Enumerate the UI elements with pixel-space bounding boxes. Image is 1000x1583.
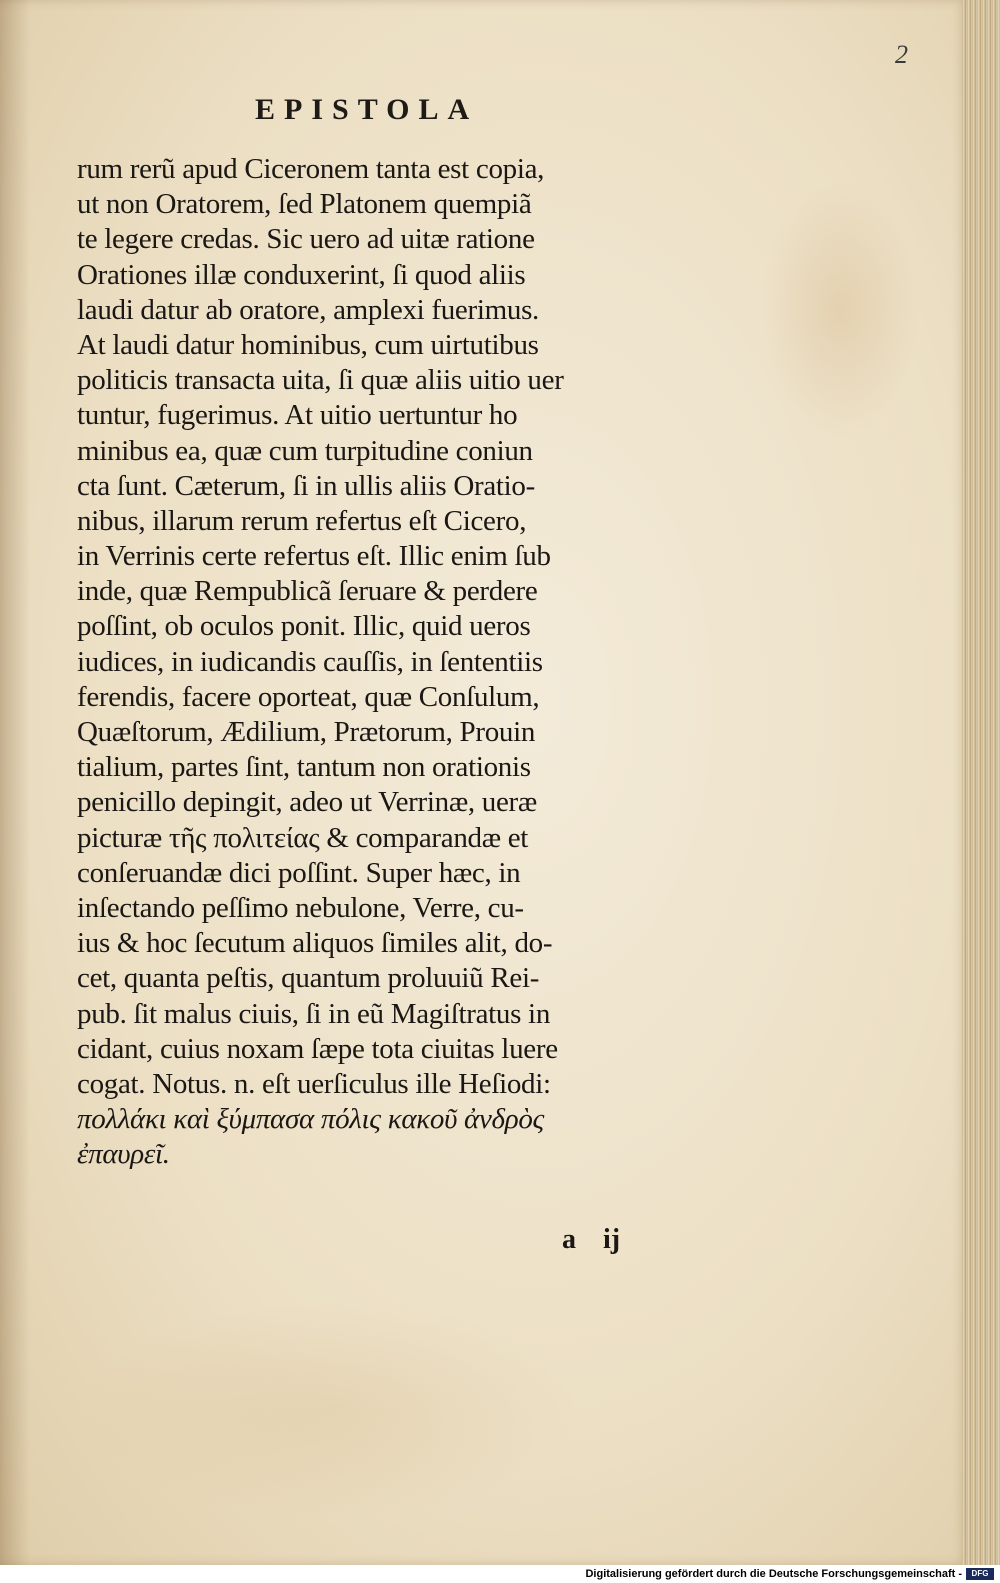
paper-stain	[760, 180, 920, 440]
text-line: Quæſtorum, Ædilium, Prætorum, Prouin	[77, 716, 536, 748]
greek-quote-line: ἐπαυρεῖ.	[77, 1138, 170, 1171]
text-line: minibus ea, quæ cum turpitudine coniun	[77, 434, 533, 467]
text-line: nibus, illarum rerum refertus eſt Cicero,	[77, 504, 527, 537]
funding-credit: Digitalisierung gefördert durch die Deutsche Forschungsgemeinschaft -	[585, 1568, 962, 1580]
text-line: cidant, cuius noxam ſæpe tota ciuitas luere	[77, 1032, 558, 1065]
page-edges	[962, 0, 1000, 1565]
text-line: poſſint, ob oculos ponit. Illic, quid ueros	[77, 610, 531, 643]
text-line: penicillo depingit, adeo ut Verrinæ, ueræ	[77, 786, 537, 819]
folio-number: 2	[895, 40, 908, 69]
text-line: ut non Oratorem, ſed Platonem quempiã	[77, 188, 532, 221]
text-line: te legere credas. Sic uero ad uitæ ratione	[77, 223, 535, 256]
text-line: cogat. Notus. n. eſt uerſiculus ille Heſiodi:	[77, 1067, 551, 1100]
text-line: tialium, partes ſint, tantum non orationis	[77, 751, 531, 784]
spine-shadow	[0, 0, 30, 1565]
text-line: laudi datur ab oratore, amplexi fuerimus.	[77, 293, 540, 326]
text-line: pub. ſit malus ciuis, ſi in eũ Magiſtratus in	[77, 997, 551, 1030]
text-line: iudices, in iudicandis cauſſis, in ſententiis	[77, 645, 543, 678]
text-line: ius & hoc ſecutum aliquos ſimiles alit, do-	[77, 927, 553, 960]
text-line: cta ſunt. Cæterum, ſi in ullis aliis Oratio-	[77, 469, 535, 502]
running-header: EPISTOLA	[255, 93, 479, 126]
greek-quote-line: πολλάκι καὶ ξύμπασα πόλις κακοῦ ἀνδρὸς	[77, 1103, 545, 1136]
text-line: conſeruandæ dici poſſint. Super hæc, in	[77, 856, 521, 889]
text-line: At laudi datur hominibus, cum uirtutibus	[77, 328, 539, 361]
text-line: Orationes illæ conduxerint, ſi quod aliis	[77, 258, 526, 291]
text-line: picturæ τῆς πολιτείας & comparandæ et	[77, 821, 529, 854]
text-line: politicis transacta uita, ſi quæ aliis uitio uer	[77, 364, 564, 397]
text-line: in Verrinis certe refertus eſt. Illic enim ſub	[77, 540, 551, 573]
text-line: inſectando peſſimo nebulone, Verre, cu-	[77, 891, 524, 924]
text-line: ferendis, facere oporteat, quæ Conſulum,	[77, 680, 540, 713]
text-line: cet, quanta peſtis, quantum proluuiũ Rei-	[77, 962, 540, 995]
dfg-logo-icon: DFG	[966, 1568, 994, 1580]
paper-stain	[80, 1300, 580, 1520]
signature-mark: a ij	[562, 1224, 621, 1255]
digitization-footer	[0, 1565, 1000, 1583]
text-line: inde, quæ Rempublicã ſeruare & perdere	[77, 575, 538, 608]
text-line: rum rerũ apud Ciceronem tanta est copia,	[77, 153, 545, 185]
main-text-block	[77, 152, 702, 1172]
text-line: tuntur, fugerimus. At uitio uertuntur ho	[77, 399, 518, 432]
